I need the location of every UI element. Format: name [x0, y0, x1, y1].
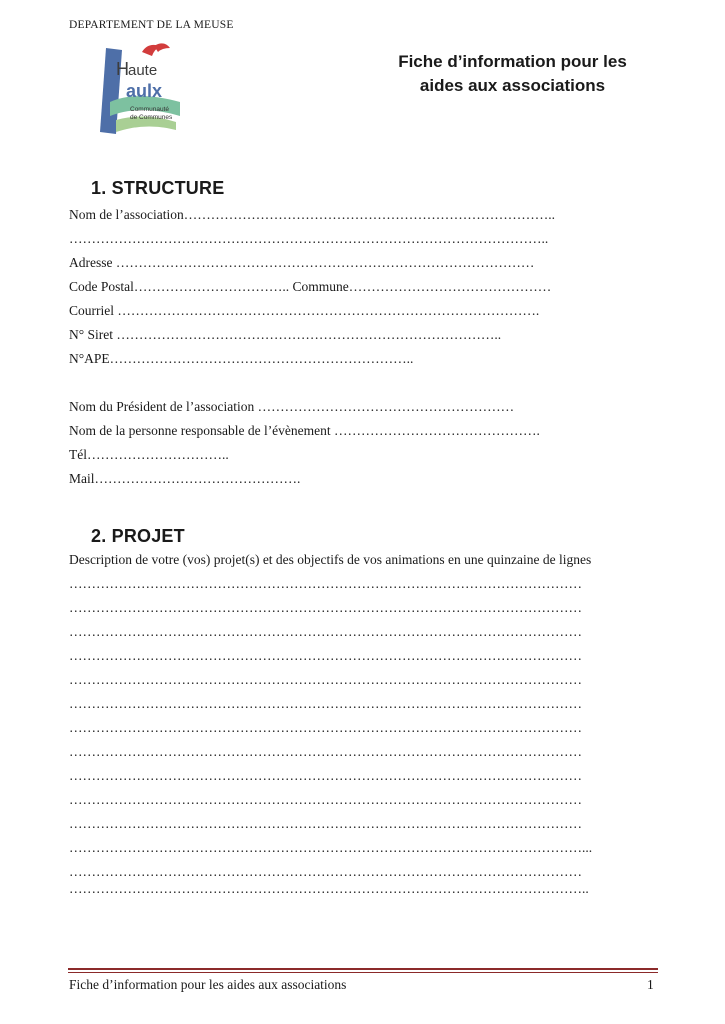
- description-line[interactable]: ……………………………………………………………………………………………………...: [69, 840, 593, 855]
- field-postal-commune[interactable]: Code Postal…………………………….. Commune………………………………………: [69, 279, 552, 294]
- field-address[interactable]: Adresse …………………………………………………………………………………: [69, 255, 535, 270]
- description-line[interactable]: ……………………………………………………………………………………………………: [69, 768, 582, 783]
- project-description-prompt: Description de votre (vos) projet(s) et des objectifs de vos animations en une quinzaine de lignes: [69, 552, 592, 567]
- svg-text:Communauté: Communauté: [130, 106, 170, 113]
- field-ape[interactable]: N°APE…………………………………………………………..: [69, 351, 414, 366]
- section-heading-structure: 1. STRUCTURE: [91, 178, 225, 198]
- field-siret[interactable]: N° Siret …………………………………………………………………………..: [69, 327, 502, 342]
- field-mail[interactable]: Mail……………………………………….: [69, 471, 301, 486]
- description-line[interactable]: ……………………………………………………………………………………………………: [69, 600, 582, 615]
- field-phone[interactable]: Tél…………………………..: [69, 447, 229, 462]
- svg-text:aute: aute: [128, 62, 158, 79]
- description-line[interactable]: ……………………………………………………………………………………………………: [69, 864, 582, 879]
- svg-text:H: H: [116, 59, 129, 79]
- svg-text:de Communes: de Communes: [130, 114, 173, 121]
- field-email[interactable]: Courriel ………………………………………………………………………………….: [69, 303, 540, 318]
- field-association-name[interactable]: Nom de l’association………………………………………………………………………..: [69, 207, 555, 222]
- description-line[interactable]: ……………………………………………………………………………………………………: [69, 576, 582, 591]
- page-number: 1: [647, 977, 654, 992]
- section-heading-projet: 2. PROJET: [91, 526, 185, 546]
- description-line[interactable]: ……………………………………………………………………………………………………..: [69, 881, 589, 896]
- document-title: [370, 50, 655, 98]
- haute-saulx-logo: [96, 42, 186, 138]
- description-line[interactable]: ……………………………………………………………………………………………………: [69, 648, 582, 663]
- title-line-2: aides aux associations: [419, 76, 606, 95]
- footer-rule-thin: [68, 972, 658, 973]
- description-line[interactable]: ……………………………………………………………………………………………………: [69, 696, 582, 711]
- description-line[interactable]: ……………………………………………………………………………………………………: [69, 720, 582, 735]
- description-line[interactable]: ……………………………………………………………………………………………………: [69, 816, 582, 831]
- footer-rule: [68, 968, 658, 970]
- field-association-name-cont[interactable]: ……………………………………………………………………………………………..: [69, 231, 549, 246]
- description-line[interactable]: ……………………………………………………………………………………………………: [69, 744, 582, 759]
- field-president[interactable]: Nom du Président de l’association …………………………………………………: [69, 399, 515, 414]
- footer-title: Fiche d’information pour les aides aux associations: [69, 977, 347, 992]
- description-line[interactable]: ……………………………………………………………………………………………………: [69, 624, 582, 639]
- department-header: DEPARTEMENT DE LA MEUSE: [69, 19, 234, 31]
- title-line-1: Fiche d’information pour les: [398, 52, 627, 71]
- description-line[interactable]: ……………………………………………………………………………………………………: [69, 672, 582, 687]
- svg-text:aulx: aulx: [126, 81, 163, 101]
- description-line[interactable]: ……………………………………………………………………………………………………: [69, 792, 582, 807]
- field-event-manager[interactable]: Nom de la personne responsable de l’évènement ……………………………………….: [69, 423, 540, 438]
